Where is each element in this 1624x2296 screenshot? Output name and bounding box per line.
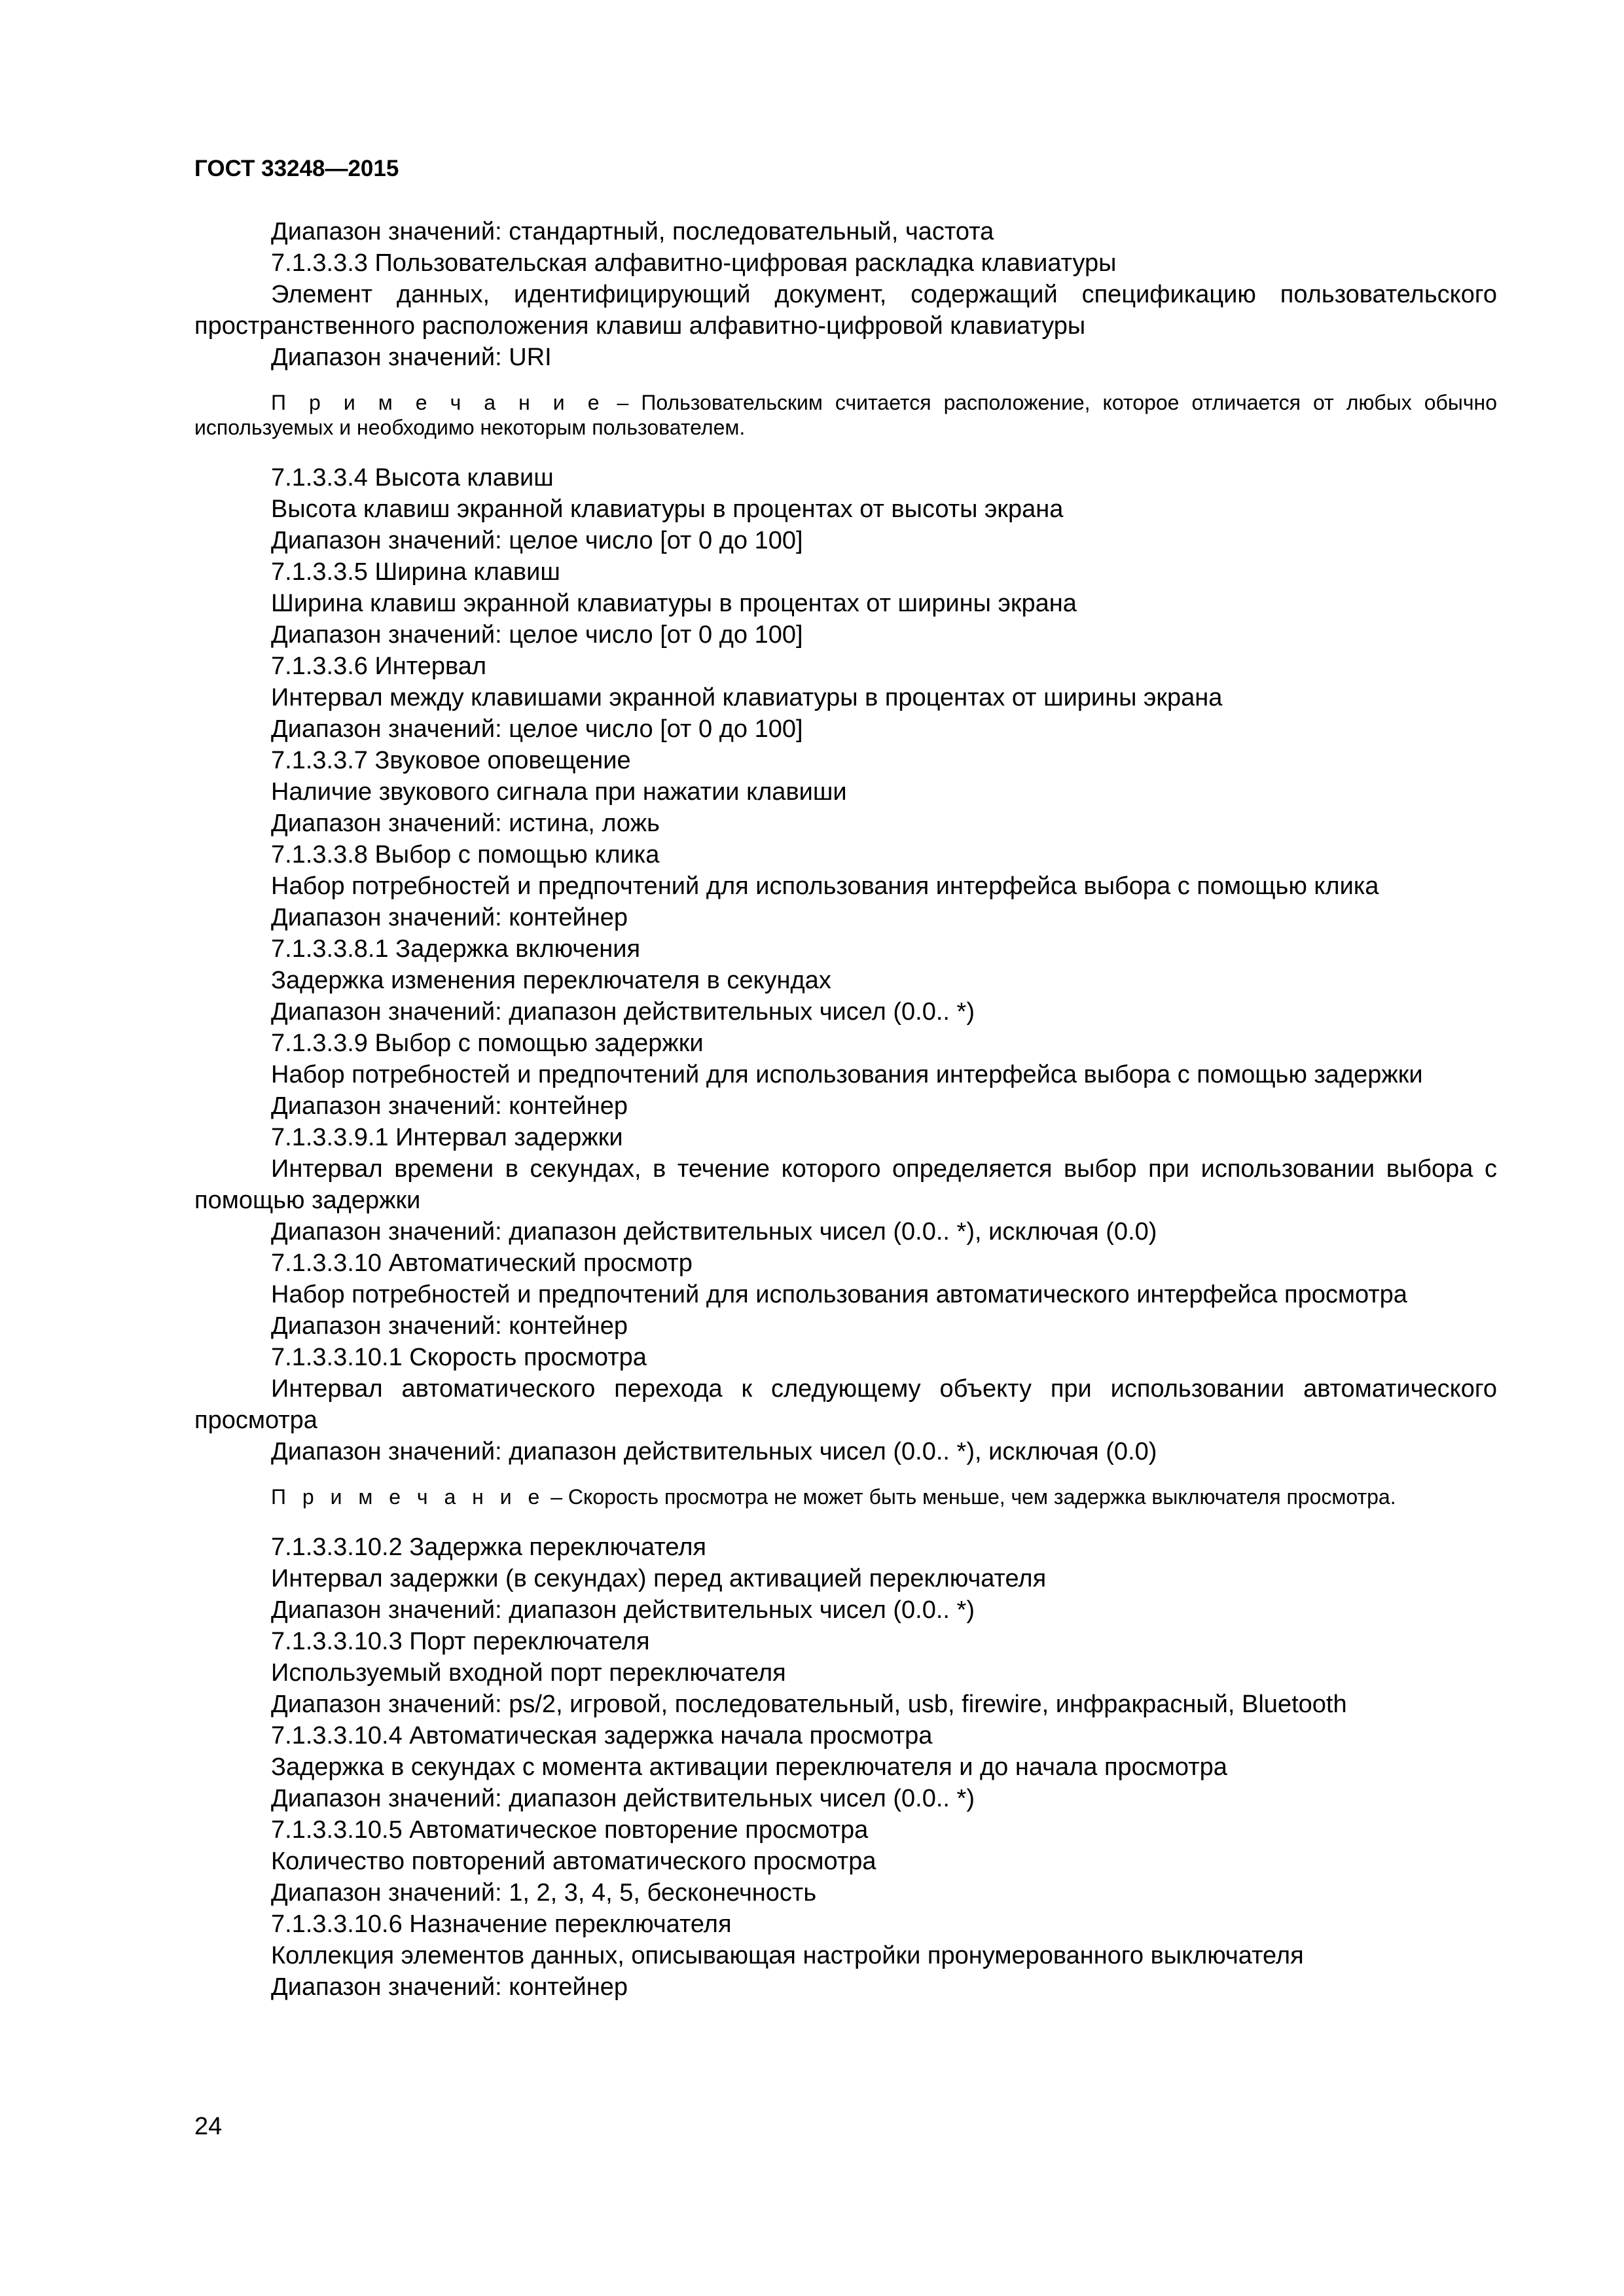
text-paragraph: Интервал автоматического перехода к следующему объекту при использовании автоматического просмотра <box>194 1375 1497 1434</box>
text-line: Диапазон значений: контейнер <box>271 904 628 931</box>
section-heading: 7.1.3.3.5 Ширина клавиш <box>271 558 560 586</box>
section-heading: 7.1.3.3.4 Высота клавиш <box>271 464 554 492</box>
text-line: Диапазон значений: целое число [от 0 до 100] <box>271 527 803 554</box>
text-line: Диапазон значений: контейнер <box>271 1973 628 2001</box>
text-line: Диапазон значений: URI <box>271 344 552 371</box>
text-line: Набор потребностей и предпочтений для использования интерфейса выбора с помощью клика <box>271 872 1379 900</box>
section-heading: 7.1.3.3.8.1 Задержка включения <box>271 935 641 963</box>
section-heading: 7.1.3.3.10.4 Автоматическая задержка начала просмотра <box>271 1722 933 1749</box>
section-heading: 7.1.3.3.10.6 Назначение переключателя <box>271 1910 732 1938</box>
note-text: – Пользовательским считается расположение, которое отличается от любых обычно используемых и необходимо некоторым пользователем. <box>194 391 1498 439</box>
text-line: Количество повторений автоматического просмотра <box>271 1848 876 1875</box>
section-heading: 7.1.3.3.3 Пользовательская алфавитно-цифровая раскладка клавиатуры <box>271 249 1117 277</box>
text-line: Диапазон значений: стандартный, последовательный, частота <box>271 218 994 245</box>
section-heading: 7.1.3.3.10.5 Автоматическое повторение просмотра <box>271 1816 869 1844</box>
text-line: Диапазон значений: контейнер <box>271 1092 628 1120</box>
document-body <box>194 216 1497 2003</box>
text-line: Коллекция элементов данных, описывающая настройки пронумерованного выключателя <box>271 1942 1304 1969</box>
text-paragraph: Набор потребностей и предпочтений для использования автоматического интерфейса просмотра <box>271 1281 1407 1308</box>
section-heading: 7.1.3.3.10.2 Задержка переключателя <box>271 1534 706 1561</box>
section-heading: 7.1.3.3.8 Выбор с помощью клика <box>271 841 660 869</box>
text-line: Задержка изменения переключателя в секундах <box>271 967 831 994</box>
text-line: Диапазон значений: диапазон действительных чисел (0.0.. *), исключая (0.0) <box>271 1218 1157 1246</box>
text-line: Диапазон значений: истина, ложь <box>271 810 660 837</box>
text-line: Используемый входной порт переключателя <box>271 1659 786 1687</box>
text-line: Диапазон значений: целое число [от 0 до 100] <box>271 621 803 649</box>
text-line: Диапазон значений: диапазон действительных чисел (0.0.. *), исключая (0.0) <box>271 1438 1157 1465</box>
text-line: Ширина клавиш экранной клавиатуры в процентах от ширины экрана <box>271 590 1077 617</box>
section-heading: 7.1.3.3.10 Автоматический просмотр <box>271 1249 693 1277</box>
note <box>194 1484 1497 1509</box>
text-line: Диапазон значений: диапазон действительных чисел (0.0.. *) <box>271 1785 975 1812</box>
document-header: ГОСТ 33248—2015 <box>194 156 399 181</box>
text-line: Задержка в секундах с момента активации переключателя и до начала просмотра <box>271 1753 1227 1781</box>
text-line: Диапазон значений: контейнер <box>271 1312 628 1340</box>
text-line: Высота клавиш экранной клавиатуры в процентах от высоты экрана <box>271 495 1064 523</box>
text-paragraph: Элемент данных, идентифицирующий документ, содержащий спецификацию пользовательского пространственного расположения клавиш алфавитно-цифровой клавиатуры <box>194 281 1497 340</box>
text-paragraph: Интервал времени в секундах, в течение которого определяется выбор при использовании выбора с помощью задержки <box>194 1155 1497 1214</box>
text-line: Диапазон значений: ps/2, игровой, последовательный, usb, firewire, инфракрасный, Bluetooth <box>271 1691 1347 1718</box>
text-paragraph: Набор потребностей и предпочтений для использования интерфейса выбора с помощью задержки <box>271 1061 1423 1088</box>
text-line: Интервал между клавишами экранной клавиатуры в процентах от ширины экрана <box>271 684 1223 711</box>
note-label: П р и м е ч а н и е <box>271 391 605 414</box>
section-heading: 7.1.3.3.6 Интервал <box>271 653 487 680</box>
section-heading: 7.1.3.3.7 Звуковое оповещение <box>271 747 631 774</box>
section-heading: 7.1.3.3.9 Выбор с помощью задержки <box>271 1030 704 1057</box>
section-heading: 7.1.3.3.10.3 Порт переключателя <box>271 1628 650 1655</box>
text-line: Диапазон значений: 1, 2, 3, 4, 5, бесконечность <box>271 1879 817 1907</box>
note-label: П р и м е ч а н и е <box>271 1485 545 1509</box>
text-line: Диапазон значений: диапазон действительных чисел (0.0.. *) <box>271 1596 975 1624</box>
text-line: Наличие звукового сигнала при нажатии клавиши <box>271 778 847 806</box>
note-text: – Скорость просмотра не может быть меньше, чем задержка выключателя просмотра. <box>545 1485 1396 1509</box>
text-line: Диапазон значений: целое число [от 0 до 100] <box>271 715 803 743</box>
note <box>194 390 1497 440</box>
text-line: Интервал задержки (в секундах) перед активацией переключателя <box>271 1565 1047 1592</box>
section-heading: 7.1.3.3.9.1 Интервал задержки <box>271 1124 623 1151</box>
text-line: Диапазон значений: диапазон действительных чисел (0.0.. *) <box>271 998 975 1026</box>
page-number: 24 <box>194 2113 223 2140</box>
section-heading: 7.1.3.3.10.1 Скорость просмотра <box>271 1344 647 1371</box>
